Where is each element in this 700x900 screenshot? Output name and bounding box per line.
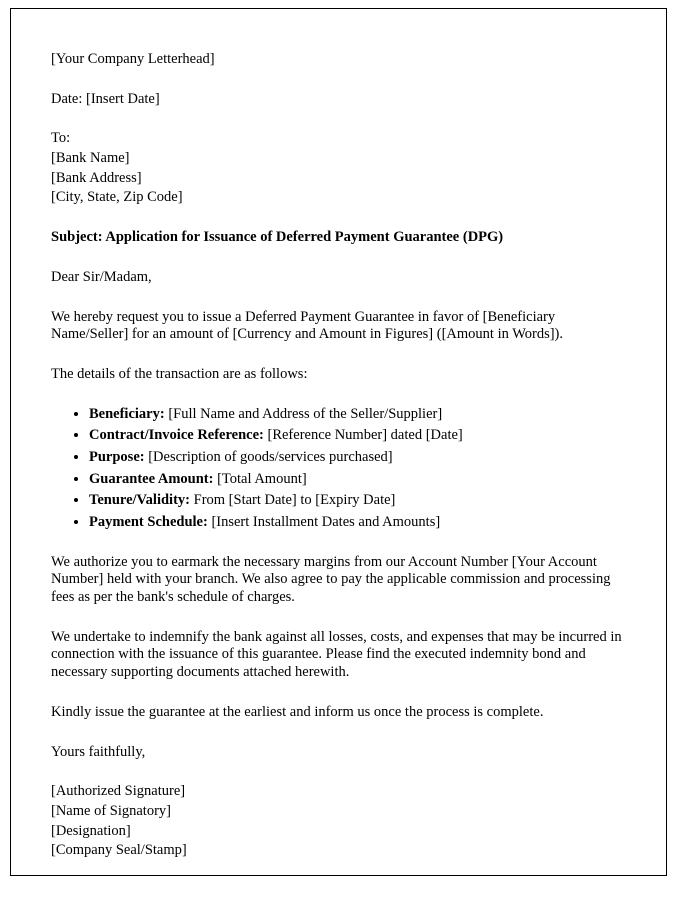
list-item [89,492,626,510]
detail-label: Guarantee Amount: [89,470,214,487]
address-line: [City, State, Zip Code] [51,189,183,206]
detail-value: [Description of goods/services purchased] [144,448,393,465]
signature-line: [Name of Signatory] [51,802,171,819]
paragraph-details-intro: The details of the transaction are as follows: [51,365,308,382]
paragraph-request: We hereby request you to issue a Deferred Payment Guarantee in favor of [Beneficiary Name/Seller] for an amount of [Currency and Amount in Figures] ([Amount in Words]). [51,308,563,343]
transaction-details-list [51,406,626,532]
detail-value: [Total Amount] [213,470,307,487]
detail-label: Purpose: [89,448,145,465]
detail-value: [Insert Installment Dates and Amounts] [207,514,441,530]
detail-value: From [Start Date] to [Expiry Date] [190,492,396,509]
signature-line: [Designation] [51,822,131,839]
detail-label: Beneficiary: [89,405,165,422]
recipient-address-block [51,130,626,207]
paragraph-kindly: Kindly issue the guarantee at the earliest and inform us once the process is complete. [51,703,544,720]
paragraph-indemnify: We undertake to indemnify the bank against all losses, costs, and expenses that may be incurred in connection with the issuance of this guarantee. Please find the executed indemnity bond and necessary supporting documents attached herewith. [51,628,622,681]
address-line: [Bank Address] [51,169,142,186]
address-line: To: [51,130,71,147]
paragraph-authorize: We authorize you to earmark the necessary margins from our Account Number [Your Account Number] held with your branch. We also agree to pay the applicable commission and processing fees as per the bank's schedule of charges. [51,553,611,606]
signature-line: [Authorized Signature] [51,783,186,800]
company-letterhead: [Your Company Letterhead] [51,51,215,67]
signature-line: [Company Seal/Stamp] [51,842,187,859]
detail-label: Payment Schedule: [89,514,208,530]
date-line: Date: [Insert Date] [51,90,160,107]
detail-value: [Full Name and Address of the Seller/Supplier] [164,405,443,422]
closing: Yours faithfully, [51,743,146,760]
detail-label: Tenure/Validity: [89,492,190,509]
list-item [89,514,626,532]
address-line: [Bank Name] [51,150,130,167]
letter-content [11,9,666,860]
signature-block [51,783,626,860]
subject-line: Subject: Application for Issuance of Deferred Payment Guarantee (DPG) [51,229,504,246]
detail-value: [Reference Number] dated [Date] [263,427,463,444]
list-item [89,427,626,445]
list-item [89,406,626,424]
letter-page [10,8,667,876]
salutation: Dear Sir/Madam, [51,268,152,285]
list-item [89,471,626,489]
list-item [89,449,626,467]
detail-label: Contract/Invoice Reference: [89,427,264,444]
